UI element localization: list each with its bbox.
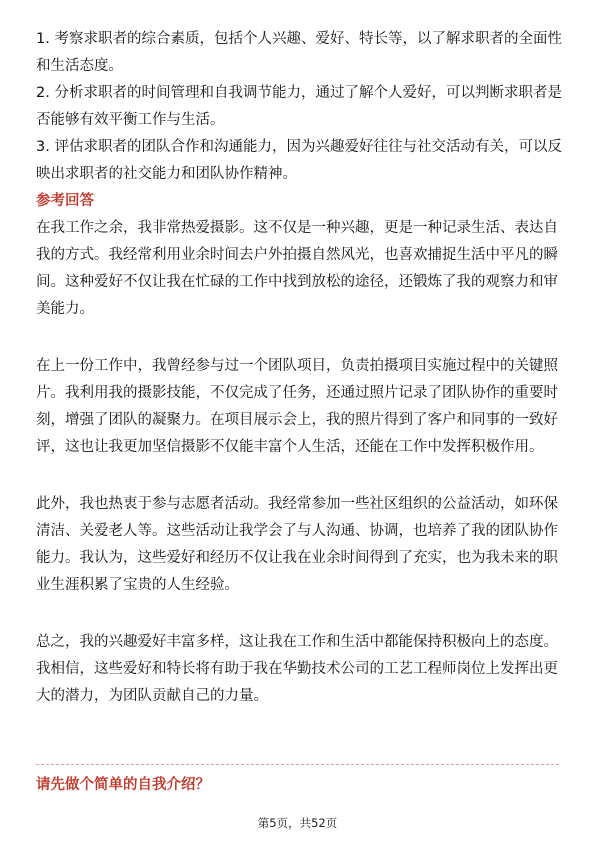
text-line: 此外，我也热衷于参与志愿者活动。我经常参加一些社区组织的公益活动，如环保: [36, 496, 558, 512]
page-number: 第5页，共52页: [257, 816, 338, 830]
answer-paragraph-4: [36, 629, 564, 710]
paragraph-gap: [36, 323, 564, 353]
text-line: 大的潜力，为团队贡献自己的力量。: [36, 688, 268, 704]
text-line: 和生活态度。: [36, 58, 123, 74]
next-question-heading: 请先做个简单的自我介绍？: [36, 777, 210, 793]
paragraph-gap: [36, 599, 564, 629]
answer-paragraph-2: [36, 353, 564, 461]
text-line: 我相信，这些爱好和特长将有助于我在华勤技术公司的工艺工程师岗位上发挥出更: [36, 661, 558, 677]
criteria-item-2: [36, 80, 564, 134]
page-content: [36, 26, 564, 710]
text-line: 片。我利用我的摄影技能，不仅完成了任务，还通过照片记录了团队协作的重要时: [36, 385, 558, 401]
section-divider: [36, 764, 559, 765]
text-line: 刻，增强了团队的凝聚力。在项目展示会上，我的照片得到了客户和同事的一致好: [36, 412, 558, 428]
text-line: 评，这也让我更加坚信摄影不仅能丰富个人生活，还能在工作中发挥积极作用。: [36, 439, 544, 455]
text-line: 3. 评估求职者的团队合作和沟通能力，因为兴趣爱好往往与社交活动有关，可以反: [36, 139, 562, 155]
text-line: 我的方式。我经常利用业余时间去户外拍摄自然风光，也喜欢捕捉生活中平凡的瞬: [36, 247, 558, 263]
text-line: 业生涯积累了宝贵的人生经验。: [36, 577, 239, 593]
text-line: 在我工作之余，我非常热爱摄影。这不仅是一种兴趣，更是一种记录生活、表达自: [36, 220, 558, 236]
criteria-list: [36, 26, 564, 188]
reference-answer-heading: 参考回答: [36, 193, 94, 209]
text-line: 美能力。: [36, 301, 94, 317]
answer-paragraph-1: [36, 215, 564, 323]
answer-paragraph-3: [36, 491, 564, 599]
text-line: 能力。我认为，这些爱好和经历不仅让我在业余时间得到了充实，也为我未来的职: [36, 550, 558, 566]
text-line: 在上一份工作中，我曾经参与过一个团队项目，负责拍摄项目实施过程中的关键照: [36, 358, 558, 374]
paragraph-gap: [36, 461, 564, 491]
text-line: 清洁、关爱老人等。这些活动让我学会了与人沟通、协调，也培养了我的团队协作: [36, 523, 558, 539]
text-line: 总之，我的兴趣爱好丰富多样，这让我在工作和生活中都能保持积极向上的态度。: [36, 634, 558, 650]
text-line: 1. 考察求职者的综合素质，包括个人兴趣、爱好、特长等，以了解求职者的全面性: [36, 31, 562, 47]
text-line: 2. 分析求职者的时间管理和自我调节能力，通过了解个人爱好，可以判断求职者是: [36, 85, 562, 101]
criteria-item-3: [36, 134, 564, 188]
text-line: 否能够有效平衡工作与生活。: [36, 112, 225, 128]
criteria-item-1: [36, 26, 564, 80]
text-line: 间。这种爱好不仅让我在忙碌的工作中找到放松的途径，还锻炼了我的观察力和审: [36, 274, 558, 290]
text-line: 映出求职者的社交能力和团队协作精神。: [36, 166, 297, 182]
